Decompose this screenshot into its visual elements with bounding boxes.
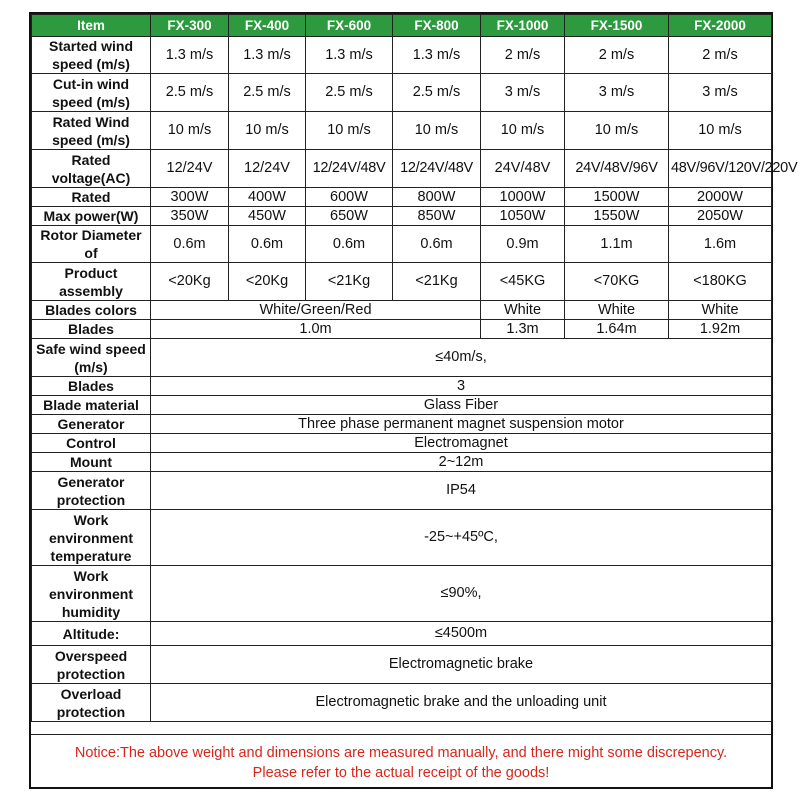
- value-cell: 2.5 m/s: [229, 74, 306, 112]
- header-model: FX-2000: [669, 15, 772, 37]
- value-cell: 450W: [229, 207, 306, 226]
- table-row: [32, 74, 772, 112]
- row-label: Overload protection: [32, 684, 151, 722]
- row-label: Rated Wind speed (m/s): [32, 112, 151, 150]
- table-row: [32, 684, 772, 722]
- value-cell: 1.3m: [481, 320, 565, 339]
- header-model: FX-600: [306, 15, 393, 37]
- value-cell: 10 m/s: [393, 112, 481, 150]
- table-row: [32, 339, 772, 377]
- table-row: [32, 188, 772, 207]
- value-cell-wide: ≤4500m: [151, 622, 772, 646]
- value-cell: 2050W: [669, 207, 772, 226]
- value-cell: 2.5 m/s: [151, 74, 229, 112]
- value-cell-wide: ≤40m/s,: [151, 339, 772, 377]
- value-cell: 2.5 m/s: [393, 74, 481, 112]
- value-cell: 0.6m: [306, 226, 393, 263]
- value-cell: 2 m/s: [481, 37, 565, 74]
- value-cell: 1050W: [481, 207, 565, 226]
- value-cell: 24V/48V/96V: [565, 150, 669, 188]
- value-cell: 0.9m: [481, 226, 565, 263]
- row-label: Started wind speed (m/s): [32, 37, 151, 74]
- value-cell: <20Kg: [151, 263, 229, 301]
- value-cell: <45KG: [481, 263, 565, 301]
- value-cell-wide: Electromagnetic brake and the unloading unit: [151, 684, 772, 722]
- value-cell: 0.6m: [151, 226, 229, 263]
- table-row: [32, 263, 772, 301]
- notice-box: [31, 734, 771, 790]
- value-cell: 2 m/s: [669, 37, 772, 74]
- row-label: Rotor Diameter of: [32, 226, 151, 263]
- value-cell: 1.3 m/s: [393, 37, 481, 74]
- row-label: Rated voltage(AC): [32, 150, 151, 188]
- value-cell: 650W: [306, 207, 393, 226]
- value-cell-wide: -25~+45ºC,: [151, 510, 772, 566]
- value-cell: 10 m/s: [151, 112, 229, 150]
- row-label: Max power(W): [32, 207, 151, 226]
- table-row: [32, 622, 772, 646]
- value-cell: 24V/48V: [481, 150, 565, 188]
- value-cell: <21Kg: [306, 263, 393, 301]
- value-cell: 600W: [306, 188, 393, 207]
- value-cell: 10 m/s: [669, 112, 772, 150]
- row-label: Control: [32, 434, 151, 453]
- value-cell: 1.3 m/s: [229, 37, 306, 74]
- value-cell: 1.1m: [565, 226, 669, 263]
- value-cell-group: White/Green/Red: [151, 301, 481, 320]
- table-row: [32, 646, 772, 684]
- value-cell: 2000W: [669, 188, 772, 207]
- value-cell-wide: 3: [151, 377, 772, 396]
- value-cell-group: 1.0m: [151, 320, 481, 339]
- value-cell: 12/24V: [151, 150, 229, 188]
- value-cell: 3 m/s: [565, 74, 669, 112]
- table-row: [32, 112, 772, 150]
- header-model: FX-1000: [481, 15, 565, 37]
- value-cell: 400W: [229, 188, 306, 207]
- value-cell: White: [669, 301, 772, 320]
- value-cell: 0.6m: [229, 226, 306, 263]
- value-cell-wide: Glass Fiber: [151, 396, 772, 415]
- value-cell: 10 m/s: [481, 112, 565, 150]
- table-row: [32, 415, 772, 434]
- value-cell-wide: Three phase permanent magnet suspension motor: [151, 415, 772, 434]
- table-row: [32, 207, 772, 226]
- row-label: Product assembly: [32, 263, 151, 301]
- row-label: Altitude:: [32, 622, 151, 646]
- value-cell: 350W: [151, 207, 229, 226]
- value-cell: 0.6m: [393, 226, 481, 263]
- row-label: Mount: [32, 453, 151, 472]
- row-label: Cut-in wind speed (m/s): [32, 74, 151, 112]
- value-cell: 10 m/s: [306, 112, 393, 150]
- row-label: Work environment humidity: [32, 566, 151, 622]
- table-row: [32, 510, 772, 566]
- value-cell: <21Kg: [393, 263, 481, 301]
- header-model: FX-800: [393, 15, 481, 37]
- value-cell-wide: 2~12m: [151, 453, 772, 472]
- value-cell: 3 m/s: [481, 74, 565, 112]
- table-row: [32, 37, 772, 74]
- table-row: [32, 472, 772, 510]
- row-label: Safe wind speed (m/s): [32, 339, 151, 377]
- value-cell: 850W: [393, 207, 481, 226]
- value-cell: 12/24V/48V: [306, 150, 393, 188]
- table-row: [32, 396, 772, 415]
- row-label: Blades: [32, 320, 151, 339]
- value-cell: 1.6m: [669, 226, 772, 263]
- table-row: [32, 226, 772, 263]
- value-cell: <20Kg: [229, 263, 306, 301]
- row-label: Generator: [32, 415, 151, 434]
- value-cell-wide: IP54: [151, 472, 772, 510]
- table-row: [32, 301, 772, 320]
- row-label: Rated: [32, 188, 151, 207]
- row-label: Blade material: [32, 396, 151, 415]
- header-model: FX-300: [151, 15, 229, 37]
- value-cell: 2 m/s: [565, 37, 669, 74]
- table-row: [32, 566, 772, 622]
- value-cell-wide: ≤90%,: [151, 566, 772, 622]
- header-row: [32, 15, 772, 37]
- value-cell: 1.64m: [565, 320, 669, 339]
- row-label: Overspeed protection: [32, 646, 151, 684]
- value-cell: 2.5 m/s: [306, 74, 393, 112]
- table-row: [32, 320, 772, 339]
- table-row: [32, 434, 772, 453]
- value-cell: 10 m/s: [229, 112, 306, 150]
- value-cell: 48V/96V/120V/220V: [669, 150, 772, 188]
- table-row: [32, 150, 772, 188]
- notice-text: Notice:The above weight and dimensions are measured manually, and there might some discrepency. Please refer to the actual receipt of the goods!: [74, 744, 728, 781]
- value-cell: 12/24V/48V: [393, 150, 481, 188]
- table-row: [32, 453, 772, 472]
- row-label: Work environment temperature: [32, 510, 151, 566]
- value-cell: 12/24V: [229, 150, 306, 188]
- header-model: FX-1500: [565, 15, 669, 37]
- value-cell: 1.92m: [669, 320, 772, 339]
- value-cell: 3 m/s: [669, 74, 772, 112]
- value-cell: <180KG: [669, 263, 772, 301]
- spec-table: [31, 14, 798, 722]
- value-cell-wide: Electromagnetic brake: [151, 646, 772, 684]
- value-cell: 800W: [393, 188, 481, 207]
- value-cell: White: [481, 301, 565, 320]
- header-item: Item: [32, 15, 151, 37]
- value-cell: 1.3 m/s: [151, 37, 229, 74]
- spec-sheet: [29, 12, 798, 789]
- header-model: FX-400: [229, 15, 306, 37]
- value-cell: 1.3 m/s: [306, 37, 393, 74]
- value-cell: White: [565, 301, 669, 320]
- value-cell: 1500W: [565, 188, 669, 207]
- value-cell: 1550W: [565, 207, 669, 226]
- value-cell: 1000W: [481, 188, 565, 207]
- row-label: Generator protection: [32, 472, 151, 510]
- value-cell: 300W: [151, 188, 229, 207]
- value-cell: <70KG: [565, 263, 669, 301]
- value-cell: 10 m/s: [565, 112, 669, 150]
- value-cell-wide: Electromagnet: [151, 434, 772, 453]
- row-label: Blades colors: [32, 301, 151, 320]
- table-row: [32, 377, 772, 396]
- row-label: Blades: [32, 377, 151, 396]
